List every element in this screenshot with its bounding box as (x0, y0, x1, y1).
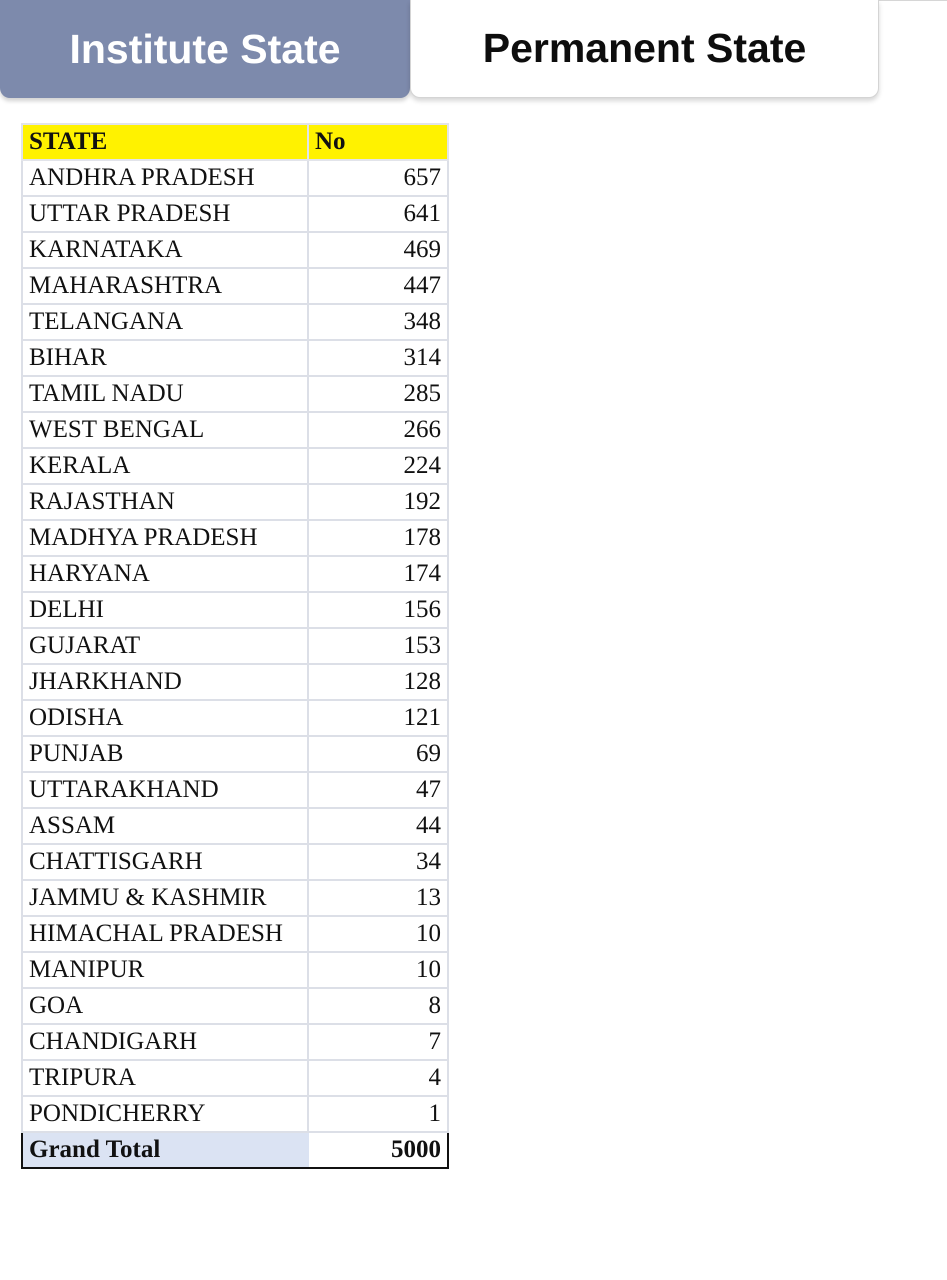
count-cell: 128 (308, 664, 448, 700)
count-cell: 285 (308, 376, 448, 412)
count-cell: 121 (308, 700, 448, 736)
state-cell: UTTAR PRADESH (22, 196, 308, 232)
tab-permanent-state-label: Permanent State (482, 25, 807, 71)
count-cell: 447 (308, 268, 448, 304)
header-no: No (308, 124, 448, 160)
table-row (22, 1060, 448, 1096)
state-cell: PONDICHERRY (22, 1096, 308, 1132)
state-cell: JAMMU & KASHMIR (22, 880, 308, 916)
grand-total-row (22, 1132, 448, 1168)
header-state: STATE (22, 124, 308, 160)
count-cell: 47 (308, 772, 448, 808)
table-row (22, 340, 448, 376)
table-header-row (22, 124, 448, 160)
count-cell: 314 (308, 340, 448, 376)
state-cell: WEST BENGAL (22, 412, 308, 448)
table-row (22, 1096, 448, 1132)
table-row (22, 376, 448, 412)
count-cell: 657 (308, 160, 448, 196)
count-cell: 192 (308, 484, 448, 520)
state-cell: PUNJAB (22, 736, 308, 772)
state-cell: TELANGANA (22, 304, 308, 340)
count-cell: 4 (308, 1060, 448, 1096)
state-cell: CHANDIGARH (22, 1024, 308, 1060)
state-cell: MANIPUR (22, 952, 308, 988)
count-cell: 13 (308, 880, 448, 916)
table-row (22, 196, 448, 232)
count-cell: 7 (308, 1024, 448, 1060)
table-row (22, 880, 448, 916)
table-row (22, 448, 448, 484)
state-cell: TAMIL NADU (22, 376, 308, 412)
table-row (22, 772, 448, 808)
state-cell: ANDHRA PRADESH (22, 160, 308, 196)
count-cell: 641 (308, 196, 448, 232)
table-row (22, 808, 448, 844)
table-row (22, 232, 448, 268)
count-cell: 266 (308, 412, 448, 448)
state-cell: RAJASTHAN (22, 484, 308, 520)
state-cell: BIHAR (22, 340, 308, 376)
count-cell: 156 (308, 592, 448, 628)
state-cell: ODISHA (22, 700, 308, 736)
grand-total-label: Grand Total (22, 1132, 308, 1168)
table-row (22, 268, 448, 304)
state-cell: HIMACHAL PRADESH (22, 916, 308, 952)
table-row (22, 700, 448, 736)
state-count-table (21, 123, 449, 1169)
state-cell: GUJARAT (22, 628, 308, 664)
table-row (22, 484, 448, 520)
grand-total-value: 5000 (308, 1132, 448, 1168)
count-cell: 8 (308, 988, 448, 1024)
table-row (22, 628, 448, 664)
count-cell: 153 (308, 628, 448, 664)
state-cell: HARYANA (22, 556, 308, 592)
state-cell: DELHI (22, 592, 308, 628)
tab-permanent-state[interactable] (410, 0, 879, 98)
state-cell: MAHARASHTRA (22, 268, 308, 304)
count-cell: 348 (308, 304, 448, 340)
table-row (22, 592, 448, 628)
state-cell: KERALA (22, 448, 308, 484)
table-row (22, 160, 448, 196)
count-cell: 10 (308, 916, 448, 952)
state-cell: UTTARAKHAND (22, 772, 308, 808)
table-row (22, 664, 448, 700)
table-row (22, 304, 448, 340)
state-cell: CHATTISGARH (22, 844, 308, 880)
count-cell: 69 (308, 736, 448, 772)
table-row (22, 520, 448, 556)
table-row (22, 952, 448, 988)
count-cell: 469 (308, 232, 448, 268)
count-cell: 224 (308, 448, 448, 484)
state-table-container (21, 123, 447, 1169)
count-cell: 44 (308, 808, 448, 844)
state-cell: JHARKHAND (22, 664, 308, 700)
count-cell: 34 (308, 844, 448, 880)
tab-institute-state[interactable] (0, 0, 410, 98)
table-row (22, 736, 448, 772)
table-row (22, 1024, 448, 1060)
state-cell: MADHYA PRADESH (22, 520, 308, 556)
table-row (22, 844, 448, 880)
count-cell: 1 (308, 1096, 448, 1132)
table-row (22, 916, 448, 952)
tab-institute-state-label: Institute State (69, 25, 341, 72)
state-cell: ASSAM (22, 808, 308, 844)
table-row (22, 556, 448, 592)
table-row (22, 412, 448, 448)
count-cell: 174 (308, 556, 448, 592)
count-cell: 178 (308, 520, 448, 556)
state-cell: KARNATAKA (22, 232, 308, 268)
state-cell: TRIPURA (22, 1060, 308, 1096)
count-cell: 10 (308, 952, 448, 988)
state-cell: GOA (22, 988, 308, 1024)
table-row (22, 988, 448, 1024)
